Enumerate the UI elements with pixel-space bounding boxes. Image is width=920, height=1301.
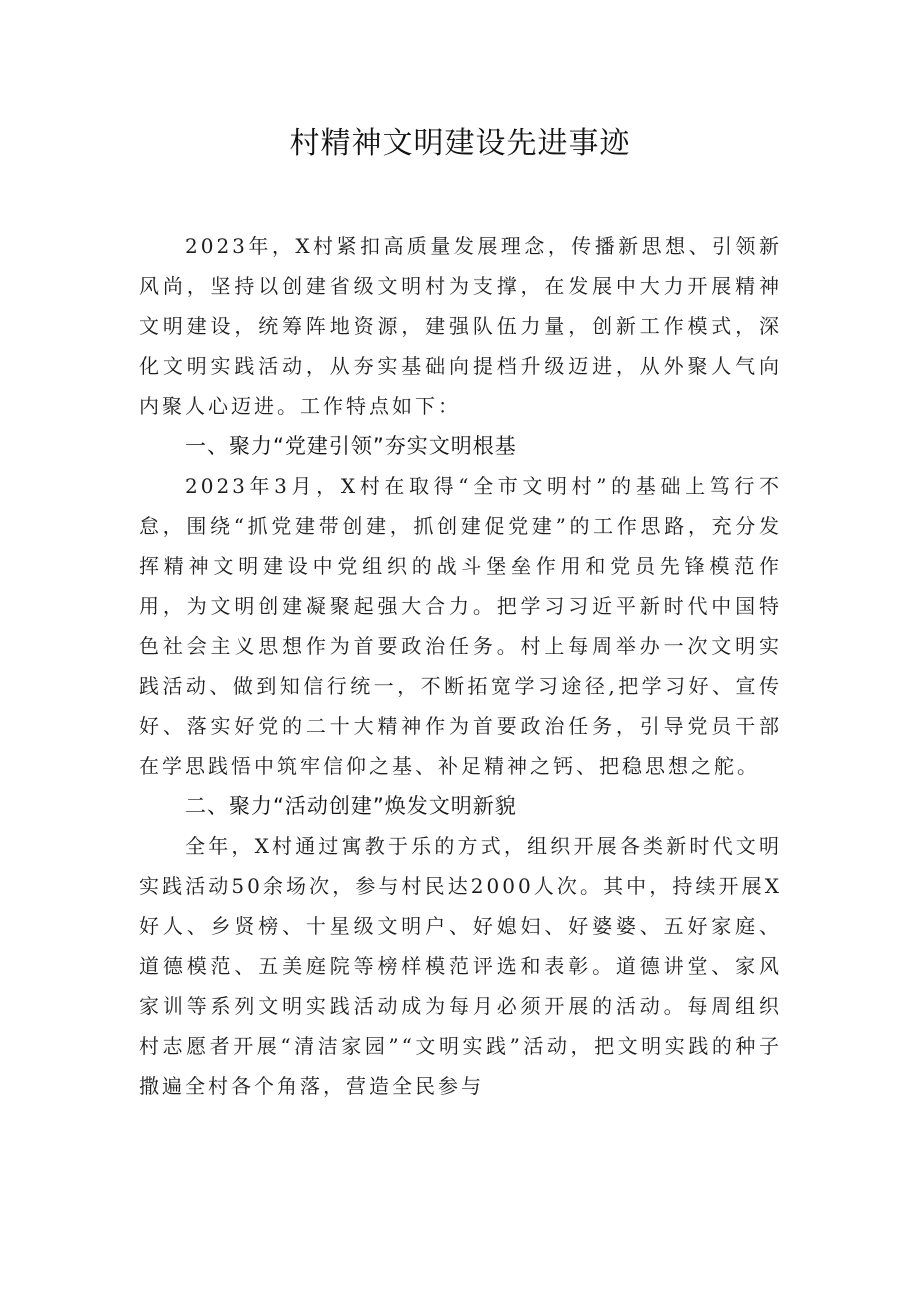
- document-title: 村精神文明建设先进事迹: [289, 126, 631, 161]
- section-paragraph-1: 2023年3月，X村在取得“全市文明村”的基础上笃行不怠，围绕“抓党建带创建，抓创建促党建”的工作思路，充分发挥精神文明建设中党组织的战斗堡垒作用和党员先锋模范作用，为文明创建凝聚起强大合力。把学习习近平新时代中国特色社会主义思想作为首要政治任务。村上每周举办一次文明实践活动、做到知信行统一，不断拓宽学习途径,把学习好、宣传好、落实好党的二十大精神作为首要政治任务，引导党员干部在学思践悟中筑牢信仰之基、补足精神之钙、把稳思想之舵。: [139, 474, 782, 778]
- intro-paragraph: 2023年，X村紧扣高质量发展理念，传播新思想、引领新风尚，坚持以创建省级文明村为支撑，在发展中大力开展精神文明建设，统筹阵地资源，建强队伍力量，创新工作模式，深化文明实践活动，从夯实基础向提档升级迈进，从外聚人气向内聚人心迈进。工作特点如下：: [139, 234, 782, 418]
- document-body: [139, 226, 782, 1106]
- section-heading-2: 二、聚力“活动创建”焕发文明新貌: [185, 794, 517, 818]
- section-heading-1: 一、聚力“党建引领”夯实文明根基: [185, 434, 517, 458]
- section-paragraph-2: 全年，X村通过寓教于乐的方式，组织开展各类新时代文明实践活动50余场次，参与村民达2000人次。其中，持续开展X好人、乡贤榜、十星级文明户、好媳妇、好婆婆、五好家庭、道德模范、五美庭院等榜样模范评选和表彰。道德讲堂、家风家训等系列文明实践活动成为每月必须开展的活动。每周组织村志愿者开展“清洁家园”“文明实践”活动，把文明实践的种子撒遍全村各个角落，营造全民参与: [139, 834, 782, 1098]
